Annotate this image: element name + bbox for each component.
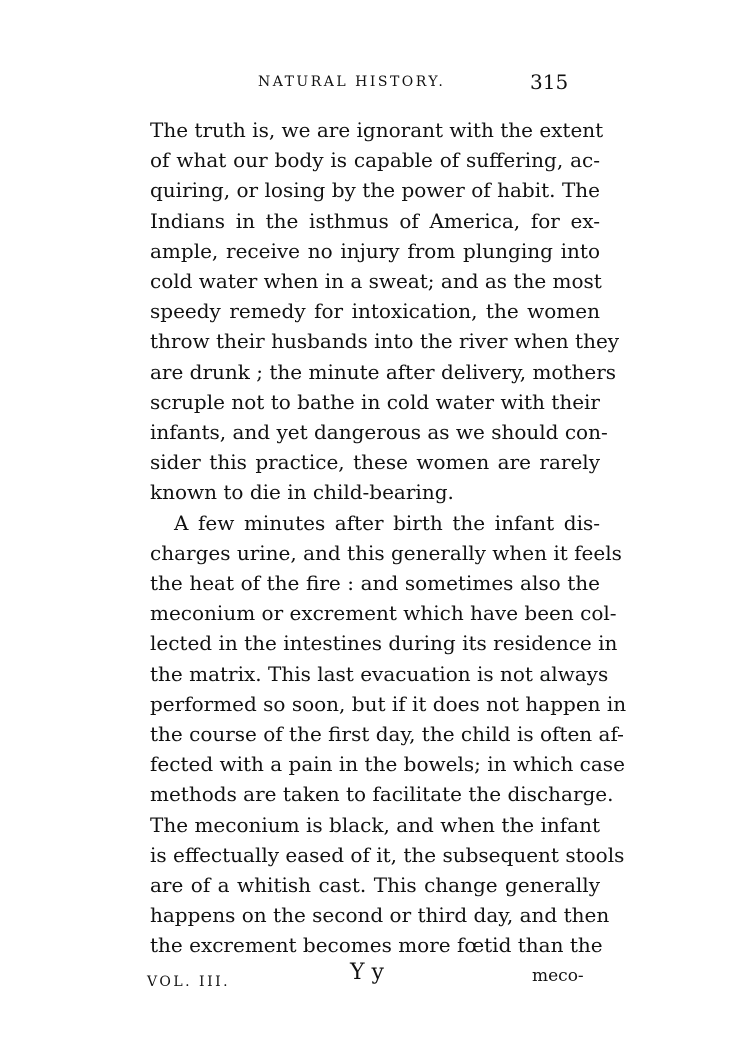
text-line: The meconium is black, and when the infant [150,812,600,837]
text-line: infants, and yet dangerous as we should con- [150,420,608,444]
text-line: lected in the intestines during its residence in [150,631,618,656]
text-line: sider this practice, these women are rarely [150,450,600,475]
text-line: happens on the second or third day, and then [150,903,610,928]
text-line: meconium or excrement which have been col- [150,601,617,626]
running-head: NATURAL HISTORY. [258,74,446,90]
text-line: The truth is, we are ignorant with the extent [150,118,604,142]
catchword: meco- [532,966,584,986]
text-line: A few minutes after birth the infant dis- [174,510,600,535]
text-line: quiring, or losing by the power of habit. The [150,178,600,203]
text-line: of what our body is capable of suffering, ac- [150,148,600,173]
text-line: the excrement becomes more fœtid than the [150,933,603,958]
page-number: 315 [530,70,569,94]
signature-mark: Y y [350,960,384,985]
text-line: charges urine, and this generally when it feels [150,540,622,565]
text-line: known to die in child-bearing. [150,480,454,505]
text-line: the matrix. This last evacuation is not always [150,661,609,686]
text-line: the heat of the fire : and sometimes also the [150,571,600,595]
text-line: cold water when in a sweat; and as the most [150,269,602,293]
text-line: speedy remedy for intoxication, the women [150,299,600,324]
text-line: are drunk ; the minute after delivery, mothers [150,359,617,384]
text-line: are of a whitish cast. This change generally [150,873,600,897]
text-line: performed so soon, but if it does not happen in [150,691,627,716]
text-line: scruple not to bathe in cold water with their [150,389,600,414]
text-line: fected with a pain in the bowels; in which case [150,752,625,777]
text-line: the course of the first day, the child is often af- [150,722,624,746]
volume-label: VOL. III. [147,974,231,990]
text-line: Indians in the isthmus of America, for ex- [150,208,600,233]
text-line: throw their husbands into the river when they [150,329,620,354]
text-line: methods are taken to facilitate the discharge. [150,782,614,807]
text-line: is effectually eased of it, the subsequent stools [150,842,625,867]
text-line: ample, receive no injury from plunging into [150,238,600,263]
